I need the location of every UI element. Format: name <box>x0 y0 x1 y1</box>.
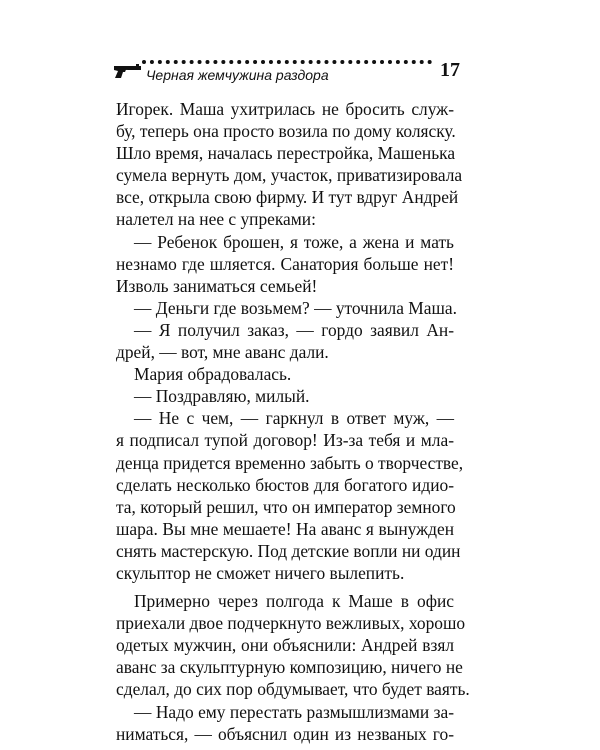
text-line: сделал, до сих пор обдумывает, что будет ваять. <box>116 679 470 700</box>
body-text <box>116 98 470 745</box>
text-line: шара. Вы мне мешаете! На аванс я вынужден <box>116 518 454 539</box>
text-line: Изволь заниматься семьей! <box>116 275 318 296</box>
text-line: Шло время, началась перестройка, Машенька <box>116 143 456 164</box>
text-line: Игорек. Маша ухитрилась не бросить служ- <box>116 99 454 119</box>
text-line: — Поздравляю, милый. <box>134 386 310 407</box>
text-line: — Ребенок брошен, я тоже, а жена и мать <box>134 231 454 252</box>
page-number: 17 <box>440 59 460 81</box>
revolver-icon <box>112 62 142 80</box>
text-line: ниматься, — объяснил один из незваных го- <box>116 723 454 744</box>
text-line: та, который решил, что он император земного <box>116 496 456 517</box>
text-line: денца придется временно забыть о творчестве, <box>116 452 464 473</box>
text-line: приехали двое подчеркнуто вежливых, хорошо <box>116 613 466 634</box>
text-line: скульптор не сможет ничего вылепить. <box>116 562 405 583</box>
text-line: — Я получил заказ, — гордо заявил Ан- <box>134 319 454 340</box>
text-line: — Надо ему перестать размышлизмами за- <box>134 701 454 722</box>
text-line: Примерно через полгода к Маше в офис <box>134 591 454 612</box>
text-line: снять мастерскую. Под детские вопли ни один <box>116 540 461 561</box>
text-line: — Не с чем, — гаркнул в ответ муж, — <box>134 408 454 429</box>
text-line: я подписал тупой договор! Из-за тебя и мла- <box>116 430 454 451</box>
text-line: дрей, — вот, мне аванс дали. <box>116 342 329 363</box>
text-line: налетел на нее с упреками: <box>116 209 316 230</box>
text-line: все, открыла свою фирму. И тут вдруг Андрей <box>116 187 459 208</box>
text-line: бу, теперь она просто возила по дому коляску. <box>116 121 456 142</box>
book-title: Черная жемчужина раздора <box>146 67 329 83</box>
text-line: Мария обрадовалась. <box>134 364 292 385</box>
text-line: незнамо где шляется. Санатория больше нет! <box>116 253 454 274</box>
text-line: одетых мужчин, они объяснили: Андрей взял <box>116 635 454 656</box>
dotted-rule <box>142 60 432 64</box>
text-line: аванс за скульптурную композицию, ничего не <box>116 657 463 678</box>
text-line: сделать несколько бюстов для богатого идио- <box>116 474 454 495</box>
text-line: сумела вернуть дом, участок, приватизировала <box>116 165 463 186</box>
running-head <box>112 52 460 88</box>
text-line: — Деньги где возьмем? — уточнила Маша. <box>134 297 457 318</box>
